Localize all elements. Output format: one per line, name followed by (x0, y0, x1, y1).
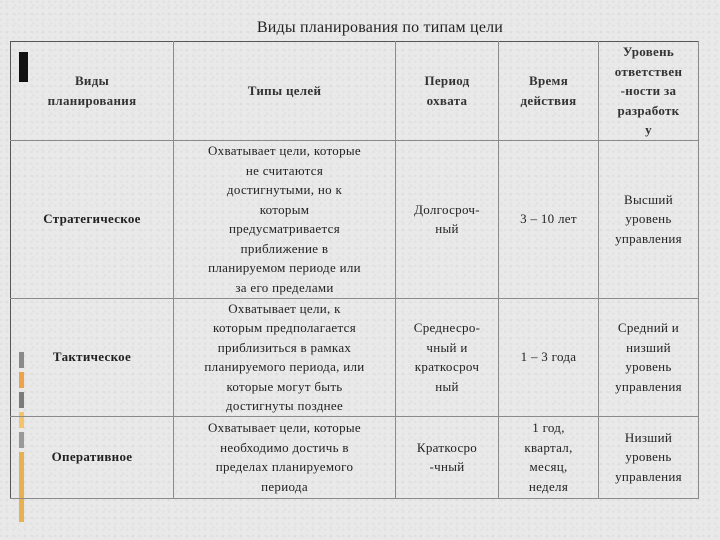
cell-line: управления (615, 230, 682, 246)
cell-line: достигнутыми, но к (226, 182, 343, 197)
header-goal-types (174, 42, 396, 141)
row-planning-kind (11, 140, 174, 298)
cell-line: планирования (47, 92, 137, 108)
cell-line: за его пределами (235, 279, 334, 295)
cell-line: приближение в (240, 240, 329, 256)
cell-line: Период (424, 73, 470, 89)
cell-line: Охватывает цели, которые (207, 143, 361, 158)
cell-line: -чный (429, 459, 465, 474)
cell-lines (602, 42, 695, 140)
cell-line: которые могут быть (226, 378, 343, 394)
cell-line: Уровень (622, 44, 675, 59)
cell-line: ный (435, 378, 459, 394)
cell-line: уровень (625, 449, 672, 465)
cell-line: периода (261, 478, 308, 494)
cell-line: краткосроч (414, 359, 480, 374)
row-responsibility-level (599, 416, 699, 498)
cell-lines (502, 71, 595, 110)
cell-line: квартал, (524, 439, 573, 455)
cell-lines (399, 71, 495, 110)
cell-line: предусматривается (228, 221, 340, 236)
cell-line: Охватывает цели, к (228, 300, 341, 316)
cell-line: у (645, 122, 652, 137)
cell-line: Стратегическое (43, 211, 141, 227)
row-responsibility-level (599, 298, 699, 416)
cell-line: месяц, (529, 459, 568, 474)
cell-line: управления (615, 468, 682, 484)
cell-line: необходимо достичь в (220, 439, 349, 455)
header-coverage-period (396, 42, 499, 141)
cell-line: Высший (624, 191, 673, 207)
cell-line: 1 – 3 года (520, 349, 577, 365)
cell-lines (177, 81, 392, 101)
row-coverage-period (396, 140, 499, 298)
cell-line: ответствен (614, 63, 683, 79)
cell-line: Время (528, 73, 569, 89)
cell-line: Краткосро (416, 439, 478, 455)
cell-line: Среднесро- (413, 320, 481, 335)
cell-line: неделя (528, 478, 569, 494)
cell-line: чный и (426, 339, 468, 355)
row-goal-description (174, 140, 396, 298)
cell-line: Средний и (617, 320, 680, 335)
cell-line: уровень (625, 211, 672, 227)
table-row (11, 298, 699, 416)
row-action-time (499, 298, 599, 416)
cell-line: не считаются (245, 162, 324, 178)
header-action-time (499, 42, 599, 141)
cell-line: Долгосроч- (414, 201, 480, 217)
planning-types-table (10, 41, 699, 499)
row-planning-kind (11, 298, 174, 416)
cell-line: низший (626, 339, 671, 355)
cell-line: действия (520, 92, 577, 108)
row-goal-description (174, 298, 396, 416)
cell-line: управления (615, 378, 682, 394)
cell-line: Оперативное (51, 449, 133, 465)
cell-line: ный (435, 221, 459, 236)
cell-line: планируемом периоде или (208, 260, 361, 275)
cell-line: Виды (74, 73, 110, 89)
table-row (11, 140, 699, 298)
row-action-time (499, 416, 599, 498)
cell-line: Тактическое (52, 349, 132, 365)
cell-line: уровень (625, 359, 672, 374)
header-responsibility-level (599, 42, 699, 141)
cell-line: Низший (624, 429, 673, 445)
slide-title: Виды планирования по типам цели (256, 19, 504, 36)
table-header-row (11, 42, 699, 141)
cell-line: пределах планируемого (215, 459, 354, 474)
row-coverage-period (396, 416, 499, 498)
cell-line: которым (259, 201, 310, 217)
table-row (11, 416, 699, 498)
cell-line: достигнуты позднее (225, 398, 344, 413)
cell-line: Охватывает цели, которые (207, 420, 361, 435)
cell-line: разработк (617, 102, 680, 118)
cell-line: которым предполагается (213, 320, 356, 335)
row-planning-kind (11, 416, 174, 498)
cell-line: Типы целей (247, 83, 322, 98)
row-coverage-period (396, 298, 499, 416)
cell-lines (14, 71, 170, 110)
row-responsibility-level (599, 140, 699, 298)
row-action-time (499, 140, 599, 298)
cell-line: -ности за (620, 83, 677, 98)
header-planning-kinds (11, 42, 174, 141)
cell-line: планируемого периода, или (204, 359, 365, 374)
cell-line: 1 год, (532, 420, 565, 435)
cell-line: приблизиться в рамках (217, 339, 352, 355)
cell-line: 3 – 10 лет (520, 211, 577, 227)
cell-line: охвата (426, 92, 468, 108)
row-goal-description (174, 416, 396, 498)
